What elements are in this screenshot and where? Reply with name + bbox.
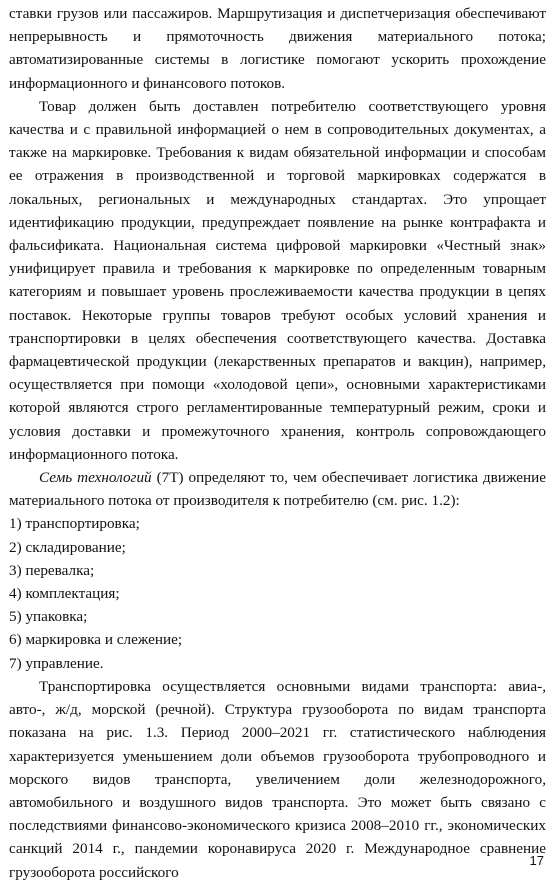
paragraph-quality: Товар должен быть доставлен потребителю соответствующего уровня качества и с правильной информацией о нем в сопроводительных документах, а также на маркировке. Требования к видам обязательной информации и способам ее отражения в производственной и торговой маркировках содержатся в локальных, региональных и международных стандартах. Это упрощает идентификацию продукции, предупреждает появление на рынке контрафакта и фальсификата. Национальная система цифровой маркировки «Честный знак» унифицирует правила и требования к маркировке по определенным товарным категориям и повышает уровень прослеживаемости качества продукции в цепях поставок. Некоторые группы товаров требуют особых условий хранения и транспортировки в целях обеспечения соответствующего качества. Доставка фармацевтической продукции (лекарственных препаратов и вакцин), например, осуществляется при помощи «холодовой цепи», основными характеристиками которой являются строго регламентированные температурный режим, сроки и условия доставки и промежуточного хранения, контроль сопровождающего информационного потока. <box>9 97 546 463</box>
paragraph-seven-technologies <box>9 466 546 512</box>
list-item: 1) транспортировка; <box>9 515 140 533</box>
seven-technologies-list <box>9 512 546 674</box>
page-body <box>9 2 546 884</box>
page-number: 17 <box>529 853 544 868</box>
term-seven-technologies: Семь технологий <box>39 469 152 487</box>
list-item: 4) комплектация; <box>9 585 120 603</box>
paragraph-transportation: Транспортировка осуществляется основными видами транспорта: авиа-, авто-, ж/д, морской (речной). Структура грузооборота по видам транспорта показана на рис. 1.3. Период 2000–2021 гг. статистического наблюдения характеризуется уменьшением доли объемов грузооборота трубопроводного и морского видов транспорта, увеличением доли железнодорожного, автомобильного и воздушного видов транспорта. Это может быть связано с последствиями финансово-экономического кризиса 2008–2010 гг., экономических санкций 2014 г., пандемии коронавируса 2020 г. Международное сравнение грузооборота российского <box>9 677 546 881</box>
list-item: 7) управление. <box>9 654 104 672</box>
list-item: 3) перевалка; <box>9 561 95 579</box>
list-item: 2) складирование; <box>9 538 126 556</box>
list-item: 6) маркировка и слежение; <box>9 631 183 649</box>
seven-technologies-text: (7T) определяют то, чем обеспечивает логистика движение материального потока от производителя к потребителю (см. рис. 1.2): <box>9 469 546 510</box>
paragraph-routing: ставки грузов или пассажиров. Маршрутизация и диспетчеризация обеспечивают непрерывность и прямоточность движения материального потока; автоматизированные системы в логистике помогают ускорить прохождение информационного и финансового потоков. <box>9 5 546 92</box>
list-item: 5) упаковка; <box>9 608 88 626</box>
